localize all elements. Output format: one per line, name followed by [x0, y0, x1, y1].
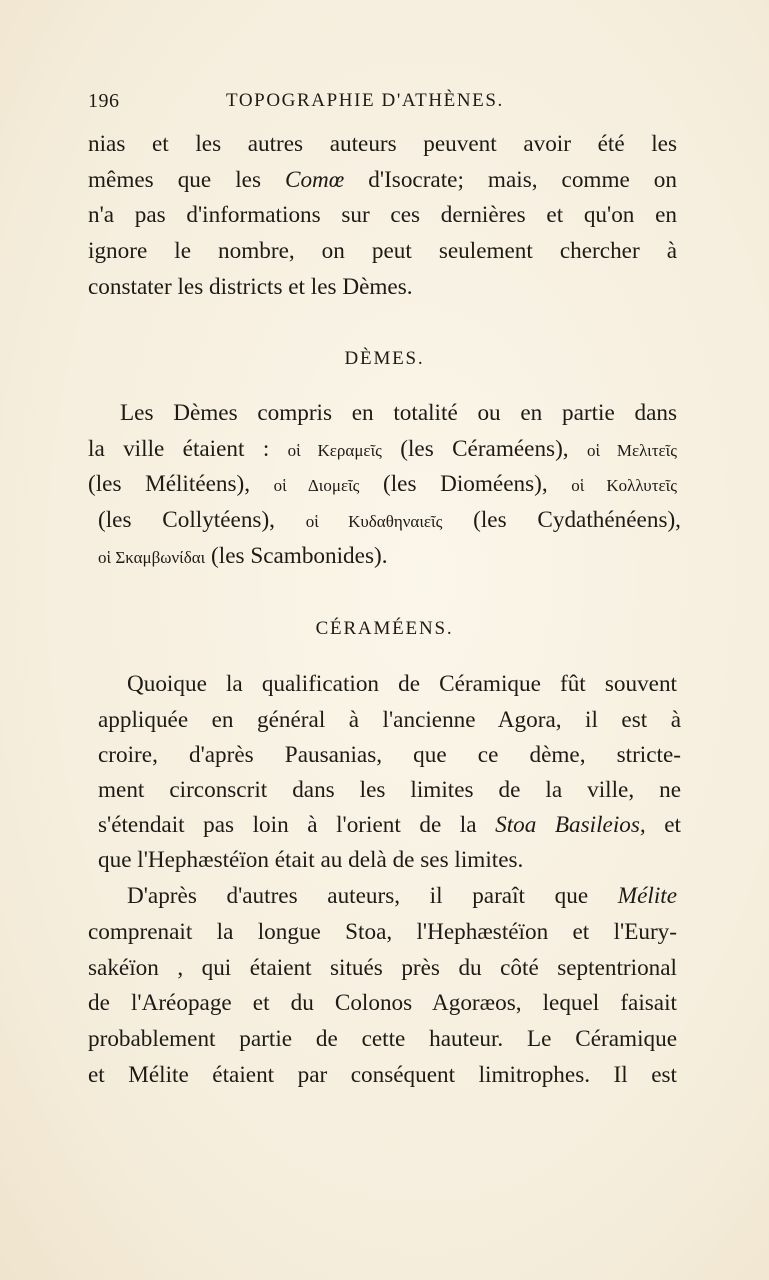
text-line: (les Collytéens), οἱ Κυδαθηναιεῖς (les Cydathénéens), — [98, 507, 681, 533]
text-line: comprenait la longue Stoa, l'Hephæstéïon et l'Eury- — [88, 919, 677, 945]
text-line: et Mélite étaient par conséquent limitrophes. Il est — [88, 1062, 677, 1088]
page-number: 196 — [88, 90, 120, 112]
text-line: n'a pas d'informations sur ces dernières et qu'on en — [88, 202, 677, 228]
text-line: s'étendait pas loin à l'orient de la Stoa Basileios, et — [98, 812, 681, 838]
text-line: Les Dèmes compris en totalité ou en partie dans — [120, 400, 677, 426]
text-line: appliquée en général à l'ancienne Agora, il est à — [98, 707, 681, 733]
text-line: de l'Aréopage et du Colonos Agoræos, lequel faisait — [88, 990, 677, 1016]
italic-term: Stoa Basileios, — [495, 812, 646, 838]
greek-term: οἱ Σκαμβωνίδαι — [98, 548, 206, 567]
text-line: D'après d'autres auteurs, il paraît que Mélite — [127, 883, 677, 909]
text-line: sakéïon , qui étaient situés près du côté septentrional — [88, 955, 677, 981]
greek-term: οἱ Διομεῖς — [273, 476, 360, 495]
text-line: οἱ Σκαμβωνίδαι (les Scambonides). — [98, 543, 388, 569]
text-line: ment circonscrit dans les limites de la ville, ne — [98, 777, 681, 803]
text-line: que l'Hephæstéïon était au delà de ses limites. — [98, 847, 524, 873]
italic-term: Mélite — [617, 883, 677, 909]
text-line: ignore le nombre, on peut seulement chercher à — [88, 238, 677, 264]
text-line: la ville étaient : οἱ Κεραμεῖς (les Céraméens), οἱ Μελιτεῖς — [88, 436, 677, 462]
running-head: TOPOGRAPHIE D'ATHÈNES. — [226, 90, 504, 111]
text-line: croire, d'après Pausanias, que ce dème, stricte- — [98, 742, 681, 768]
text-line: constater les districts et les Dèmes. — [88, 274, 413, 300]
text-line: nias et les autres auteurs peuvent avoir été les — [88, 131, 677, 157]
greek-term: οἱ Κεραμεῖς — [287, 441, 382, 460]
section-heading: DÈMES. — [344, 348, 425, 369]
text-line: probablement partie de cette hauteur. Le Céramique — [88, 1026, 677, 1052]
text-line: mêmes que les Comœ d'Isocrate; mais, comme on — [88, 167, 677, 193]
page-header — [88, 90, 648, 118]
greek-term: οἱ Μελιτεῖς — [586, 441, 677, 460]
section-heading: CÉRAMÉENS. — [315, 618, 454, 639]
greek-term: οἱ Κολλυτεῖς — [571, 476, 677, 495]
greek-term: οἱ Κυδαθηναιεῖς — [305, 512, 443, 531]
text-line: (les Mélitéens), οἱ Διομεῖς (les Dioméens), οἱ Κολλυτεῖς — [88, 471, 677, 497]
text-line: Quoique la qualification de Céramique fût souvent — [127, 671, 677, 697]
italic-term: Comœ — [285, 167, 345, 193]
